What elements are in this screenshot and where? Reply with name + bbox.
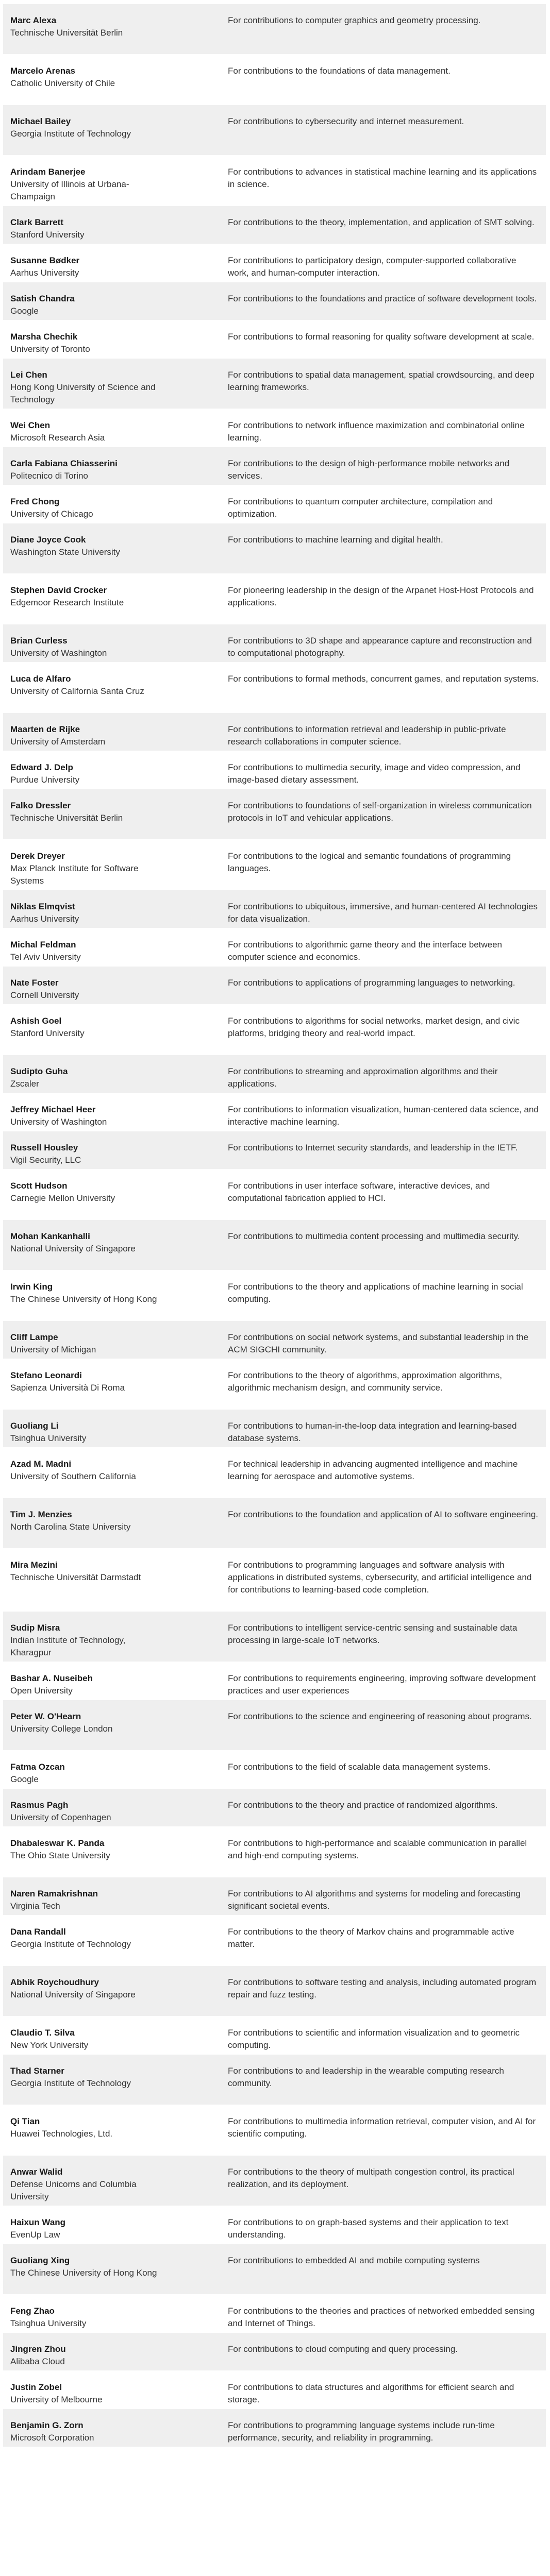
fellow-row bbox=[3, 485, 546, 523]
fellow-row bbox=[3, 789, 546, 840]
fellow-name: Claudio T. Silva bbox=[10, 2028, 75, 2038]
fellow-institution: Stanford University bbox=[10, 1028, 85, 1038]
fellow-identity-cell bbox=[3, 967, 167, 1004]
fellow-row bbox=[3, 663, 546, 713]
fellow-name: Marcelo Arenas bbox=[10, 66, 75, 76]
fellow-name: Russell Housley bbox=[10, 1143, 78, 1153]
fellow-name: Derek Dreyer bbox=[10, 851, 65, 861]
fellow-row bbox=[3, 282, 546, 320]
fellow-citation: For contributions to human-in-the-loop data integration and learning-based database systems. bbox=[228, 1421, 517, 1443]
fellow-institution: University of Copenhagen bbox=[10, 1812, 111, 1822]
fellow-citation: For contributions to the theory and applications of machine learning in social computing. bbox=[228, 1282, 523, 1304]
fellow-row bbox=[3, 2016, 546, 2055]
fellow-citation: For contributions to the logical and semantic foundations of programming languages. bbox=[228, 851, 511, 873]
fellow-citation: For contributions to the foundations and practice of software development tools. bbox=[228, 294, 537, 303]
fellow-identity-cell bbox=[3, 2295, 167, 2332]
fellow-identity-cell bbox=[3, 1005, 167, 1055]
fellow-row bbox=[3, 1916, 546, 1966]
fellow-name: Stephen David Crocker bbox=[10, 585, 107, 595]
fellow-row bbox=[3, 523, 546, 574]
fellow-citation: For contributions to requirements engineering, improving software development practices and user experiences bbox=[228, 1673, 536, 1696]
fellow-row bbox=[3, 4, 546, 55]
fellow-institution: Catholic University of Chile bbox=[10, 78, 115, 88]
fellow-institution: National University of Singapore bbox=[10, 1990, 136, 1999]
fellow-institution: Tsinghua University bbox=[10, 2318, 87, 2328]
fellow-institution: University of Illinois at Urbana-Champaign bbox=[10, 179, 129, 201]
fellow-citation: For contributions to data structures and algorithms for efficient search and storage. bbox=[228, 2382, 514, 2404]
fellow-institution: Zscaler bbox=[10, 1079, 39, 1089]
fellow-identity-cell bbox=[3, 2206, 167, 2244]
fellow-institution: University of Southern California bbox=[10, 1471, 136, 1481]
fellow-citation: For contributions to information retrieval and leadership in public-private research collaborations in computer science. bbox=[228, 724, 506, 747]
fellow-name: Susanne Bødker bbox=[10, 256, 80, 265]
fellow-citation: For contributions to participatory design, computer-supported collaborative work, and human-computer interaction. bbox=[228, 256, 516, 278]
fellow-identity-cell bbox=[3, 1055, 167, 1093]
fellow-institution: University of Toronto bbox=[10, 344, 90, 354]
fellow-citation: For contributions to formal reasoning for quality software development at scale. bbox=[228, 332, 535, 342]
fellow-identity-cell bbox=[3, 1662, 167, 1700]
fellow-citation: For contributions to high-performance and scalable communication in parallel and high-end computing systems. bbox=[228, 1838, 527, 1860]
fellow-identity-cell bbox=[3, 1270, 167, 1320]
fellow-row bbox=[3, 1662, 546, 1700]
fellow-institution: Virginia Tech bbox=[10, 1901, 60, 1911]
fellow-citation: For contributions to the field of scalable data management systems. bbox=[228, 1762, 491, 1772]
fellow-institution: Microsoft Research Asia bbox=[10, 433, 105, 443]
fellow-citation: For contributions in user interface software, interactive devices, and computational fabrication applied to HCI. bbox=[228, 1181, 490, 1203]
fellow-citation: For contributions to the design of high-performance mobile networks and services. bbox=[228, 459, 510, 481]
fellow-name: Bashar A. Nuseibeh bbox=[10, 1673, 93, 1683]
fellow-name: Justin Zobel bbox=[10, 2382, 62, 2392]
fellow-citation: For contributions to multimedia content processing and multimedia security. bbox=[228, 1231, 520, 1241]
fellow-institution: Edgemoor Research Institute bbox=[10, 598, 124, 607]
fellow-identity-cell bbox=[3, 1612, 167, 1662]
fellow-citation: For contributions to programming languages and software analysis with applications in distributed systems, cybersecurity, and artificial intelligence and for contributions to learning-based code completion. bbox=[228, 1560, 532, 1595]
fellow-identity-cell bbox=[3, 1700, 167, 1750]
fellow-row bbox=[3, 928, 546, 967]
fellow-citation: For contributions to applications of programming languages to networking. bbox=[228, 978, 515, 988]
fellow-identity-cell bbox=[3, 928, 167, 966]
fellow-citation: For contributions to foundations of self-organization in wireless communication protocols in IoT and vehicular applications. bbox=[228, 801, 532, 823]
fellow-row bbox=[3, 2244, 546, 2295]
fellow-identity-cell bbox=[3, 1220, 167, 1270]
fellow-institution: North Carolina State University bbox=[10, 1522, 131, 1532]
fellow-identity-cell bbox=[3, 1410, 167, 1447]
fellow-name: Azad M. Madni bbox=[10, 1459, 72, 1469]
fellow-name: Irwin King bbox=[10, 1282, 53, 1292]
fellow-institution: Georgia Institute of Technology bbox=[10, 2078, 131, 2088]
fellow-row bbox=[3, 967, 546, 1005]
fellow-identity-cell bbox=[3, 840, 167, 890]
fellow-identity-cell bbox=[3, 2371, 167, 2409]
fellow-institution: The Ohio State University bbox=[10, 1851, 110, 1860]
fellow-name: Jeffrey Michael Heer bbox=[10, 1105, 96, 1114]
fellow-row bbox=[3, 206, 546, 244]
fellow-institution: New York University bbox=[10, 2040, 89, 2050]
fellow-identity-cell bbox=[3, 282, 167, 320]
fellow-identity-cell bbox=[3, 447, 167, 485]
fellow-name: Mohan Kankanhalli bbox=[10, 1231, 90, 1241]
fellow-name: Niklas Elmqvist bbox=[10, 902, 75, 911]
fellow-row bbox=[3, 2055, 546, 2105]
fellow-name: Michal Feldman bbox=[10, 940, 76, 950]
fellow-identity-cell bbox=[3, 523, 167, 573]
fellow-name: Fatma Ozcan bbox=[10, 1762, 65, 1772]
fellow-identity-cell bbox=[3, 890, 167, 928]
fellow-row bbox=[3, 359, 546, 409]
fellow-name: Marsha Chechik bbox=[10, 332, 78, 342]
fellow-name: Nate Foster bbox=[10, 978, 59, 988]
fellow-institution: Technische Universität Berlin bbox=[10, 28, 123, 38]
fellow-name: Dana Randall bbox=[10, 1927, 66, 1937]
fellow-row bbox=[3, 574, 546, 624]
fellow-citation: For contributions to the foundations of data management. bbox=[228, 66, 451, 76]
fellow-row bbox=[3, 1612, 546, 1662]
fellow-institution: Aarhus University bbox=[10, 914, 79, 924]
fellow-institution: Technische Universität Berlin bbox=[10, 813, 123, 823]
fellow-row bbox=[3, 1751, 546, 1789]
fellow-citation: For contributions to intelligent service-centric sensing and sustainable data processing in large-scale IoT networks. bbox=[228, 1623, 518, 1645]
fellow-citation: For contributions to spatial data management, spatial crowdsourcing, and deep learning frameworks. bbox=[228, 370, 535, 392]
fellow-identity-cell bbox=[3, 663, 167, 713]
fellow-citation: For contributions to information visualization, human-centered data science, and interactive machine learning. bbox=[228, 1105, 539, 1127]
fellow-identity-cell bbox=[3, 624, 167, 662]
fellow-citation: For contributions to computer graphics and geometry processing. bbox=[228, 15, 481, 25]
fellow-citation: For contributions to the theories and practices of networked embedded sensing and Internet of Things. bbox=[228, 2306, 535, 2328]
fellow-institution: Hong Kong University of Science and Technology bbox=[10, 382, 156, 404]
fellow-identity-cell bbox=[3, 2016, 167, 2054]
fellow-name: Thad Starner bbox=[10, 2066, 64, 2076]
fellow-row bbox=[3, 320, 546, 359]
fellow-citation: For contributions to the theory of algorithms, approximation algorithms, algorithmic mechanism design, and community service. bbox=[228, 1370, 502, 1393]
fellow-institution: University of Washington bbox=[10, 648, 107, 658]
fellow-name: Feng Zhao bbox=[10, 2306, 55, 2316]
fellow-row bbox=[3, 1321, 546, 1359]
fellow-identity-cell bbox=[3, 1966, 167, 2016]
fellow-row bbox=[3, 751, 546, 789]
fellow-institution: Technische Universität Darmstadt bbox=[10, 1572, 141, 1582]
fellow-citation: For contributions to cybersecurity and internet measurement. bbox=[228, 116, 464, 126]
fellow-row bbox=[3, 1220, 546, 1270]
fellow-identity-cell bbox=[3, 2055, 167, 2105]
fellow-citation: For contributions to advances in statistical machine learning and its applications in science. bbox=[228, 167, 537, 189]
fellow-row bbox=[3, 713, 546, 751]
fellow-identity-cell bbox=[3, 2333, 167, 2370]
fellow-identity-cell bbox=[3, 2105, 167, 2155]
fellow-institution: Purdue University bbox=[10, 775, 80, 785]
fellow-identity-cell bbox=[3, 409, 167, 447]
fellow-identity-cell bbox=[3, 1448, 167, 1498]
fellow-citation: For contributions to AI algorithms and systems for modeling and forecasting significant societal events. bbox=[228, 1889, 521, 1911]
fellow-name: Anwar Walid bbox=[10, 2167, 63, 2177]
fellow-identity-cell bbox=[3, 485, 167, 523]
fellow-citation: For contributions to software testing and analysis, including automated program repair and fuzz testing. bbox=[228, 1977, 537, 1999]
fellow-institution: The Chinese University of Hong Kong bbox=[10, 2268, 157, 2278]
fellow-citation: For contributions to multimedia security, image and video compression, and image-based dietary assessment. bbox=[228, 762, 521, 785]
fellow-institution: Google bbox=[10, 1774, 39, 1784]
fellow-identity-cell bbox=[3, 1359, 167, 1409]
fellow-identity-cell bbox=[3, 1170, 167, 1219]
fellow-name: Scott Hudson bbox=[10, 1181, 68, 1191]
fellow-citation: For contributions to algorithms for social networks, market design, and civic platforms, bridging theory and real-world impact. bbox=[228, 1016, 520, 1038]
fellow-identity-cell bbox=[3, 244, 167, 282]
fellow-row bbox=[3, 55, 546, 105]
fellow-citation: For contributions to cloud computing and query processing. bbox=[228, 2344, 458, 2354]
fellow-institution: Georgia Institute of Technology bbox=[10, 129, 131, 139]
fellow-citation: For contributions to Internet security standards, and leadership in the IETF. bbox=[228, 1143, 518, 1153]
fellow-identity-cell bbox=[3, 789, 167, 839]
fellow-institution: Alibaba Cloud bbox=[10, 2357, 65, 2366]
fellow-row bbox=[3, 1549, 546, 1612]
fellow-name: Sudip Misra bbox=[10, 1623, 60, 1633]
fellow-citation: For technical leadership in advancing augmented intelligence and machine learning for aerospace and automotive systems. bbox=[228, 1459, 518, 1481]
fellow-name: Dhabaleswar K. Panda bbox=[10, 1838, 105, 1848]
fellow-institution: Tel Aviv University bbox=[10, 952, 81, 962]
fellow-name: Marc Alexa bbox=[10, 15, 57, 25]
fellow-row bbox=[3, 447, 546, 485]
fellow-institution: University of Michigan bbox=[10, 1345, 96, 1354]
fellow-institution: Georgia Institute of Technology bbox=[10, 1939, 131, 1949]
fellow-identity-cell bbox=[3, 4, 167, 54]
fellow-identity-cell bbox=[3, 320, 167, 358]
fellow-institution: University of Amsterdam bbox=[10, 737, 106, 747]
fellow-identity-cell bbox=[3, 206, 167, 244]
fellow-citation: For contributions to network influence maximization and combinatorial online learning. bbox=[228, 420, 525, 443]
fellow-identity-cell bbox=[3, 1498, 167, 1548]
fellow-institution: University of California Santa Cruz bbox=[10, 686, 144, 696]
fellow-name: Tim J. Menzies bbox=[10, 1510, 72, 1519]
fellow-row bbox=[3, 2105, 546, 2156]
fellow-institution: University of Washington bbox=[10, 1117, 107, 1127]
fellow-row bbox=[3, 2206, 546, 2244]
fellow-identity-cell bbox=[3, 1827, 167, 1877]
fellow-institution: Stanford University bbox=[10, 230, 85, 240]
fellow-name: Peter W. O'Hearn bbox=[10, 1711, 81, 1721]
fellow-institution: Cornell University bbox=[10, 990, 79, 1000]
fellow-institution: University of Melbourne bbox=[10, 2395, 103, 2404]
fellow-name: Falko Dressler bbox=[10, 801, 71, 810]
fellow-row bbox=[3, 2409, 546, 2447]
fellow-institution: Indian Institute of Technology, Kharagpur bbox=[10, 1635, 126, 1657]
fellow-citation: For contributions to the foundation and application of AI to software engineering. bbox=[228, 1510, 539, 1519]
fellow-row bbox=[3, 244, 546, 282]
fellow-name: Sudipto Guha bbox=[10, 1066, 68, 1076]
fellow-identity-cell bbox=[3, 105, 167, 155]
fellow-name: Carla Fabiana Chiasserini bbox=[10, 459, 118, 468]
fellow-institution: Politecnico di Torino bbox=[10, 471, 88, 481]
fellow-name: Guoliang Li bbox=[10, 1421, 59, 1431]
fellow-institution: National University of Singapore bbox=[10, 1244, 136, 1253]
fellow-row bbox=[3, 2371, 546, 2409]
fellow-row bbox=[3, 1498, 546, 1549]
fellow-citation: For contributions to 3D shape and appearance capture and reconstruction and to computational photography. bbox=[228, 636, 532, 658]
fellow-citation: For contributions to scientific and information visualization and to geometric computing. bbox=[228, 2028, 520, 2050]
fellow-institution: Sapienza Università Di Roma bbox=[10, 1383, 125, 1393]
fellow-citation: For contributions to and leadership in the wearable computing research community. bbox=[228, 2066, 504, 2088]
fellow-identity-cell bbox=[3, 2244, 167, 2294]
fellow-name: Ashish Goel bbox=[10, 1016, 62, 1026]
fellow-citation: For pioneering leadership in the design of the Arpanet Host-Host Protocols and applications. bbox=[228, 585, 534, 607]
fellow-row bbox=[3, 1359, 546, 1410]
fellow-identity-cell bbox=[3, 1751, 167, 1788]
fellow-citation: For contributions to the theory of multipath congestion control, its practical realization, and its deployment. bbox=[228, 2167, 514, 2189]
fellow-name: Brian Curless bbox=[10, 636, 68, 646]
fellow-institution: Washington State University bbox=[10, 547, 120, 557]
fellow-name: Maarten de Rijke bbox=[10, 724, 80, 734]
fellow-institution: Huawei Technologies, Ltd. bbox=[10, 2129, 113, 2139]
fellow-identity-cell bbox=[3, 156, 167, 206]
fellow-name: Benjamin G. Zorn bbox=[10, 2420, 84, 2430]
fellows-table bbox=[3, 4, 546, 2447]
fellow-institution: Carnegie Mellon University bbox=[10, 1193, 115, 1203]
fellow-citation: For contributions to programming language systems include run-time performance, security, and reliability in programming. bbox=[228, 2420, 495, 2443]
fellow-row bbox=[3, 1448, 546, 1498]
fellow-institution: Open University bbox=[10, 1686, 73, 1696]
fellow-name: Cliff Lampe bbox=[10, 1332, 58, 1342]
fellow-name: Haixun Wang bbox=[10, 2217, 66, 2227]
fellow-name: Clark Barrett bbox=[10, 217, 63, 227]
fellow-citation: For contributions to on graph-based systems and their application to text understanding. bbox=[228, 2217, 509, 2240]
fellow-row bbox=[3, 1700, 546, 1751]
fellow-row bbox=[3, 409, 546, 447]
fellow-row bbox=[3, 840, 546, 890]
fellow-identity-cell bbox=[3, 1789, 167, 1826]
fellow-citation: For contributions on social network systems, and substantial leadership in the ACM SIGCHI community. bbox=[228, 1332, 529, 1354]
fellow-row bbox=[3, 1270, 546, 1321]
fellow-institution: Defense Unicorns and Columbia University bbox=[10, 2179, 137, 2201]
fellow-institution: The Chinese University of Hong Kong bbox=[10, 1294, 157, 1304]
fellow-row bbox=[3, 156, 546, 206]
fellow-row bbox=[3, 2333, 546, 2371]
fellow-name: Wei Chen bbox=[10, 420, 51, 430]
fellow-identity-cell bbox=[3, 574, 167, 624]
fellow-institution: University College London bbox=[10, 1724, 113, 1734]
fellow-citation: For contributions to the theory of Markov chains and programmable active matter. bbox=[228, 1927, 514, 1949]
fellow-citation: For contributions to algorithmic game theory and the interface between computer science and economics. bbox=[228, 940, 503, 962]
fellow-identity-cell bbox=[3, 1549, 167, 1611]
fellow-name: Michael Bailey bbox=[10, 116, 71, 126]
fellow-row bbox=[3, 1827, 546, 1877]
fellow-row bbox=[3, 1131, 546, 1170]
fellow-row bbox=[3, 105, 546, 156]
fellow-identity-cell bbox=[3, 359, 167, 409]
fellow-row bbox=[3, 1410, 546, 1448]
fellow-citation: For contributions to ubiquitous, immersive, and human-centered AI technologies for data visualization. bbox=[228, 902, 538, 924]
fellow-identity-cell bbox=[3, 1877, 167, 1915]
fellow-row bbox=[3, 1789, 546, 1827]
fellow-institution: Google bbox=[10, 306, 39, 316]
fellow-institution: Microsoft Corporation bbox=[10, 2433, 94, 2443]
fellow-citation: For contributions to the theory, implementation, and application of SMT solving. bbox=[228, 217, 535, 227]
fellow-row bbox=[3, 1170, 546, 1220]
fellow-identity-cell bbox=[3, 751, 167, 789]
fellow-row bbox=[3, 624, 546, 663]
fellow-name: Diane Joyce Cook bbox=[10, 535, 86, 545]
fellow-name: Mira Mezini bbox=[10, 1560, 58, 1570]
fellow-name: Luca de Alfaro bbox=[10, 674, 71, 684]
fellow-name: Stefano Leonardi bbox=[10, 1370, 82, 1380]
fellow-institution: EvenUp Law bbox=[10, 2230, 60, 2240]
fellow-row bbox=[3, 2295, 546, 2333]
fellow-name: Guoliang Xing bbox=[10, 2256, 70, 2265]
fellow-institution: Vigil Security, LLC bbox=[10, 1155, 81, 1165]
fellow-name: Edward J. Delp bbox=[10, 762, 73, 772]
fellow-citation: For contributions to multimedia information retrieval, computer vision, and AI for scientific computing. bbox=[228, 2116, 536, 2139]
fellow-row bbox=[3, 1005, 546, 1055]
fellow-institution: Tsinghua University bbox=[10, 1433, 87, 1443]
fellow-institution: Aarhus University bbox=[10, 268, 79, 278]
fellow-name: Lei Chen bbox=[10, 370, 47, 380]
fellow-identity-cell bbox=[3, 2156, 167, 2206]
fellow-citation: For contributions to embedded AI and mobile computing systems bbox=[228, 2256, 480, 2265]
fellow-name: Qi Tian bbox=[10, 2116, 40, 2126]
fellow-identity-cell bbox=[3, 1916, 167, 1965]
fellow-citation: For contributions to formal methods, concurrent games, and reputation systems. bbox=[228, 674, 539, 684]
fellow-row bbox=[3, 1055, 546, 1093]
fellow-row bbox=[3, 1966, 546, 2016]
fellow-citation: For contributions to machine learning and digital health. bbox=[228, 535, 443, 545]
fellow-row bbox=[3, 1093, 546, 1131]
fellow-row bbox=[3, 890, 546, 928]
fellow-identity-cell bbox=[3, 55, 167, 105]
fellow-name: Arindam Banerjee bbox=[10, 167, 86, 177]
fellow-citation: For contributions to the science and engineering of reasoning about programs. bbox=[228, 1711, 532, 1721]
fellow-row bbox=[3, 1877, 546, 1916]
fellow-name: Fred Chong bbox=[10, 497, 60, 506]
fellow-name: Naren Ramakrishnan bbox=[10, 1889, 98, 1899]
fellow-identity-cell bbox=[3, 1131, 167, 1169]
fellow-name: Abhik Roychoudhury bbox=[10, 1977, 99, 1987]
fellow-citation: For contributions to the theory and practice of randomized algorithms. bbox=[228, 1800, 498, 1810]
fellow-name: Jingren Zhou bbox=[10, 2344, 66, 2354]
fellow-name: Rasmus Pagh bbox=[10, 1800, 69, 1810]
fellow-row bbox=[3, 2156, 546, 2206]
fellow-identity-cell bbox=[3, 2409, 167, 2447]
fellow-identity-cell bbox=[3, 713, 167, 751]
fellow-institution: Max Planck Institute for Software Systems bbox=[10, 863, 139, 886]
fellow-name: Satish Chandra bbox=[10, 294, 75, 303]
fellow-citation: For contributions to streaming and approximation algorithms and their applications. bbox=[228, 1066, 498, 1089]
fellow-citation: For contributions to quantum computer architecture, compilation and optimization. bbox=[228, 497, 493, 519]
fellow-identity-cell bbox=[3, 1093, 167, 1131]
fellow-institution: University of Chicago bbox=[10, 509, 93, 519]
fellow-identity-cell bbox=[3, 1321, 167, 1359]
